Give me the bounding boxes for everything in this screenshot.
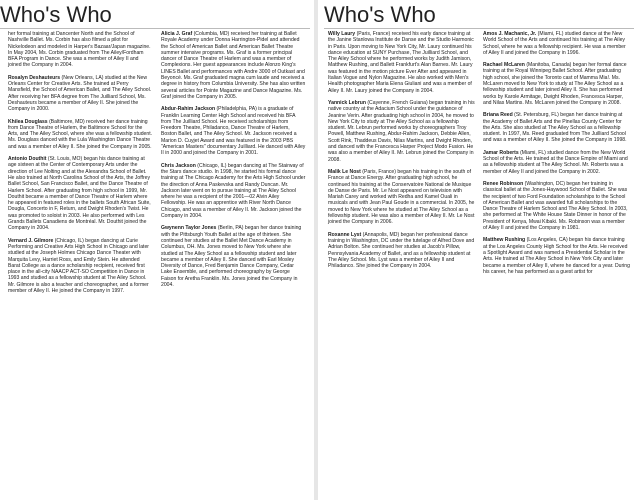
dancer-name: Roxanne Lyst [328, 231, 362, 238]
dancer-name: Briana Reed [483, 112, 513, 119]
right-page [318, 0, 636, 500]
bio-entry [161, 225, 306, 288]
bio-text: (Los Angeles, CA) began his dance training at the Los Angeles County High School for the Arts. He received a Spotlight Award and was named a Presidential Scholar in the Arts. He trained at The Ailey School in New York City and later became a member of Ailey II, where he danced for a year. During his career, he has performed as a guest artist for [483, 237, 630, 275]
dancer-name: Vernard J. Gilmore [8, 237, 54, 244]
dancer-name: Rachael McLaren [483, 62, 525, 69]
bio-text: (Chicago, IL) began dancing at Curie Performing and Creative Arts High School in Chicago and later studied at the Joseph Holmes Chicago Dance Theater with Marquita Levy, Harriet Ross, and Emily Stein. He attended Barat College as a dance scholarship recipient, received first place in the all-city NAACP ACT-SO Competition in Dance in 1993 and studied as a fellowship student at The Ailey School. Mr. Gilmore is also a teacher and choreographer, and a former member of Ailey II. He joined the Company in 1997. [8, 237, 150, 294]
bio-entry [161, 106, 306, 156]
bio-entry [483, 150, 630, 175]
bio-text: (Chicago, IL) began dancing at The Stairway of the Stars dance studio. In 1998, he started his formal dance training at The Chicago Academy for the Arts High School under the direction of Anna Paskevska and Randy Duncan. Mr. Jackson later went on to pursue training at The Ailey School where he was a recipient of the 2001—02 Alvin Ailey Fellowship. He was an apprentice with River North Dance Chicago, and was a member of Ailey II. Mr. Jackson joined the Company in 2004. [161, 162, 306, 220]
dancer-name: Jamar Roberts [483, 149, 519, 156]
bio-column [324, 31, 479, 281]
bio-entry [483, 31, 630, 56]
bio-text: (Annapolis, MD) began her professional dance training in Washington, DC under the tutelage of Alfred Dove and Adrian Bolton. She continued her studies at Jacob's Pillow, Pennsylvania Academy of Ballet, and as a fellowship student at The Ailey School. Ms. Lyst was a member of Ailey II and Philadanco. She joined the Company in 2004. [328, 231, 475, 270]
bio-entry [328, 100, 475, 163]
bio-text: (New Orleans, LA) studied at the New Orleans Center for Creative Arts. She trained at Perry Mansfield, the School of American Ballet, and The Ailey School. After receiving her BFA degree from The Juilliard School, Ms. Deshauteurs became a member of Ailey II. She joined the Company in 2000. [8, 74, 152, 113]
dancer-name: Antonio Douthit [8, 156, 47, 163]
bio-text: her formal training at Dancenter North and the School of Nashville Ballet. Ms. Corbin has also filmed a pilot for Nickelodeon and modeled in Harper's Bazaar/Japan magazine. In May 2004, Ms. Corbin graduated from The Ailey/Fordham BFA Program in Dance. She was a member of Ailey II and joined the Company in 2004. [8, 31, 151, 69]
dancer-name: Abdur-Rahim Jackson [161, 106, 216, 113]
bio-entry [8, 119, 153, 150]
bio-entry [8, 31, 153, 69]
dancer-name: Willy Laury [328, 31, 356, 37]
dancer-name: Khilea Douglass [8, 118, 48, 125]
bio-column [479, 31, 634, 281]
bio-columns [4, 31, 310, 300]
dancer-name: Yannick Lebrun [328, 99, 366, 106]
dancer-name: Alicia J. Graf [161, 31, 193, 37]
page-title: Who's Who [0, 2, 310, 29]
bio-entry [8, 75, 153, 113]
bio-text: (Miami, FL) studied dance from the New World School of the Arts. He trained at the Dance Empire of Miami and as a fellowship student at The Ailey School. Mr. Roberts was a member of Ailey II and joined the Company in 2002. [483, 149, 628, 175]
bio-columns [324, 31, 634, 281]
bio-entry [328, 169, 475, 226]
bio-text: (Baltimore, MD) received her dance training from Dance Theatre of Harlem, the Baltimore School for the Arts, and The Ailey School, where she was a fellowship student. Ms. Douglass danced with the Lula Washington Dance Theatre and was a member of Ailey II. She joined the Company in 2005. [8, 118, 153, 150]
dancer-name: Malik Le Nost [328, 168, 361, 175]
dancer-name: Gwynenn Taylor Jones [161, 225, 217, 232]
bio-entry [483, 112, 630, 143]
bio-entry [8, 238, 153, 295]
bio-entry [483, 237, 630, 275]
dancer-name: Chris Jackson [161, 162, 196, 169]
bio-text: (St. Louis, MO) began his dance training at age sixteen at the Center of Contemporary Arts under the direction of Lee Nolting and at the Alexandra School of Ballet. He also trained at North Carolina School of the Arts, the Joffrey Ballet School, San Francisco Ballet, and the Dance Theatre of Harlem School. After graduating from high school in 1999, Mr. Douthit became a member of Dance Theatre of Harlem where he appeared in featured roles in the ballets South African Suite, Dougla, Concerto in F, Return, and Dwight Rhoden's Twist. He was promoted to soloist in 2003. He also performed with Les Grands Ballets Canadiens de Montréal. Mr. Douthit joined the Company in 2004. [8, 156, 151, 232]
bio-text: (Columbia, MD) received her training at Ballet Royale Academy under Donna Harrington-Pidel and attended the School of American Ballet and American Ballet Theatre summer intensive programs. Ms. Graf is a former principal dancer of Dance Theatre of Harlem and was a member of Complexions. Her guest appearances include Alonzo King's LINES Ballet and performances with Andre 3000 of Outkast and Beyoncé. Ms. Graf graduated magna cum laude and received a degree in history from Columbia University. She has also written several articles for Pointe Magazine and Dance Magazine. Ms. Graf joined the Company in 2005. [161, 31, 306, 100]
page-title: Who's Who [324, 2, 634, 29]
bio-entry [483, 62, 630, 106]
bio-entry [161, 163, 306, 220]
dancer-name: Amos J. Machanic, Jr. [483, 31, 537, 37]
bio-text: (Cayenne, French Guiana) began training in his native country at the Adacium School under the guidance of Jeanine Verin. After graduating high school in 2004, he moved to New York City to study at The Ailey School as a fellowship student. Mr. Lebrun performed works by choreographers Troy Powell, Matthew Rushing, Abdur-Rahim Jackson, Debbie Allen, Scott Rink, Thaddeus Davis, Nilas Martins, and Dwight Rhoden, and danced with the Francesca Harper Project Modo Fusion. He was also a member of Ailey II. Mr. Lebrun joined the Company in 2008. [328, 99, 475, 163]
bio-text: (Philadelphia, PA) is a graduate of Franklin Learning Center High School and received his BFA from The Juilliard School. He received scholarships from Freedom Theatre, Philadanco, Dance Theatre of Harlem, Boston Ballet, and The Ailey School. Mr. Jackson received a Marion D. Cuyjet Award and was featured in the 2003 PBS "American Masters" documentary Juilliard. He danced with Ailey II in 2000 and joined the Company in 2001. [161, 106, 306, 157]
dancer-name: Renee Robinson [483, 180, 524, 187]
dancer-name: Matthew Rushing [483, 237, 526, 244]
bio-text: (Miami, FL) studied dance at the New World School of the Arts and continued his training at The Ailey School, where he was a fellowship recipient. He was a member of Ailey II and joined the Company in 1996. [483, 31, 626, 56]
bio-entry [328, 31, 475, 94]
bio-text: (St. Petersburg, FL) began her dance training at the Academy of Ballet Arts and the Pinellas County Center for the Arts. She also studied at The Ailey School as a fellowship student. In 1997, Ms. Reed graduated from The Juilliard School and was a member of Ailey II. She joined the Company in 1998. [483, 112, 627, 144]
bio-text: (Berlin, PA) began her dance training with the Pittsburgh Youth Ballet at the age of thirteen. She continued her studies at the Ballet Met Dance Academy in Columbus, OH. Ms. Jones moved to New York where she studied at The Ailey School as a fellowship student and later became a member of Ailey II. She danced with Earl Mosley Diversity of Dance, Fred Benjamin Dance Company, Cedar Lake Ensemble, and performed choreography by George Faison for Aretha Franklin. Ms. Jones joined the Company in 2004. [161, 225, 302, 288]
bio-entry [328, 232, 475, 270]
left-page [0, 0, 314, 500]
bio-text: (Manitoba, Canada) began her formal dance training at the Royal Winnipeg Ballet School. After graduating high school, she joined the Toronto cast of Mamma Mia!. Ms. McLaren moved to New York to study at The Ailey School as a fellowship student and later joined Ailey II. She has performed works by Karole Armitage, Dwight Rhoden, Francesca Harper, and Nilas Martins. Ms. McLaren joined the Company in 2008. [483, 62, 627, 106]
bio-column [157, 31, 310, 300]
bio-text: (Paris, France) began his training in the south of France at Dance Energy. After graduating high school, he continued his training at the Conservatoire National de Musique de Danse de Paris. Mr. Le Nost appeared on television with Mariah Carey and worked with Redha and Kamel Ouali in musicals and with Jean Paul Goude in a commercial. In 2005, he moved to New York where he studied at The Ailey School as a fellowship student. He was also a member of Ailey II. Mr. Le Nost joined the Company in 2006. [328, 168, 475, 226]
bio-entry [8, 156, 153, 232]
bio-text: (Washington, DC) began her training in classical ballet at the Jones-Haywood School of Ballet. She was the recipient of two Ford Foundation scholarships to the School of American Ballet and was awarded full scholarships to the Dance Theatre of Harlem School and The Ailey School. In 2003, she performed at The White House State Dinner in honor of the President of Kenya, Mwai Kibaki. Ms. Robinson was a member of Ailey II and joined the Company in 1981. [483, 180, 628, 232]
bio-entry [483, 181, 630, 231]
bio-entry [161, 31, 306, 100]
dancer-name: Rosalyn Deshauteurs [8, 74, 61, 81]
bio-text: (Paris, France) received his early dance training at the Janine Stanlowa Institute de Danse and the Studio Harmonic in Paris. Upon moving to New York City, Mr. Laury continued his dance education at SUNY Purchase, The Juilliard School, and The Ailey School where he performed works by Judith Jamison, Matthew Rushing, and Ballett Frankfurt's Alan Barnes. Mr. Laury was featured in the motion picture Ever After and appeared in Italian Vogue and Nylon Magazine. He also worked with Men's Health photographer Maria Elena Giuliani and was a member of Ailey II. Mr. Laury joined the Company in 2004. [328, 31, 474, 94]
bio-column [4, 31, 157, 300]
